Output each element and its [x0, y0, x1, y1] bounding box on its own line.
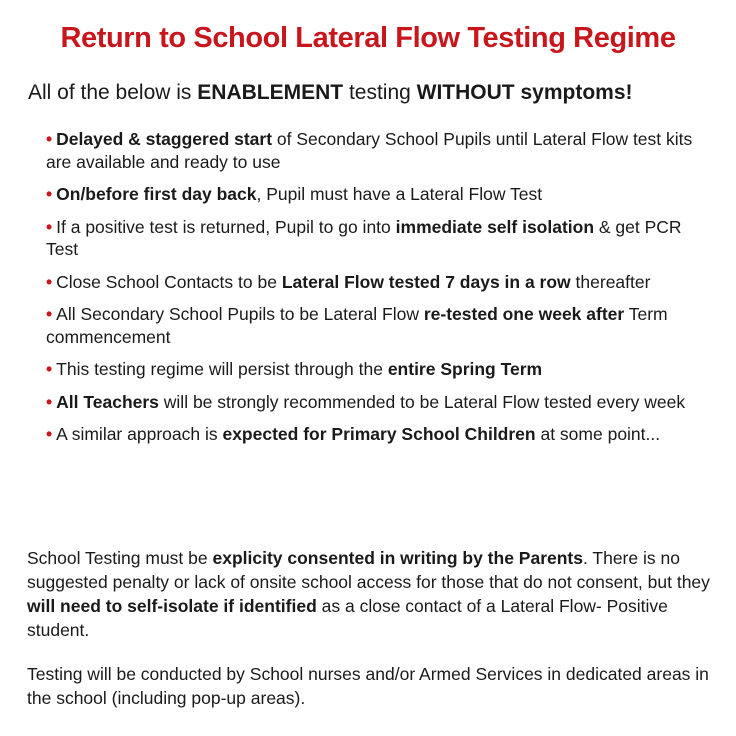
bullet-dot-icon: • [46, 304, 53, 324]
bullet-text: Close School Contacts to be [56, 271, 282, 292]
bullet-text: , Pupil must have a Lateral Flow Test [256, 184, 543, 204]
bullet-item [46, 128, 716, 173]
bullet-emphasis: All Teachers [56, 391, 159, 412]
bullet-emphasis: entire Spring Term [387, 359, 543, 379]
bullet-text: If a positive test is returned, Pupil to go into [56, 216, 396, 237]
bullet-text: of Secondary School Pupils until Lateral Flow test kits are available and ready to use [46, 129, 693, 172]
bullet-text: A similar approach is [56, 424, 223, 444]
bullet-text: All Secondary School Pupils to be Lateral Flow [56, 304, 424, 324]
paragraph-text: School Testing must be [27, 548, 213, 568]
bullet-dot-icon: • [46, 391, 53, 412]
bullet-item [46, 216, 716, 261]
subtitle-emphasis-without-symptoms: WITHOUT symptoms! [416, 81, 633, 104]
bullet-item [46, 358, 716, 381]
subtitle-text: All of the below is [28, 81, 198, 104]
bullet-text: This testing regime will persist through the [56, 359, 388, 379]
bullet-emphasis: Delayed & staggered start [56, 129, 273, 149]
bullet-text: at some point... [535, 424, 661, 444]
bullet-item [46, 271, 716, 294]
page-title: Return to School Lateral Flow Testing Regime [60, 22, 676, 54]
paragraph-emphasis: explicity consented in writing by the Parents [212, 548, 583, 568]
bullet-item [46, 423, 716, 446]
bullet-dot-icon: • [46, 359, 53, 379]
consent-paragraph [27, 546, 717, 642]
bullet-dot-icon: • [46, 129, 53, 149]
bullet-emphasis: immediate self isolation [395, 216, 595, 237]
bullet-dot-icon: • [46, 216, 53, 237]
bullet-item [46, 303, 716, 348]
subtitle-emphasis-enablement: ENABLEMENT [197, 81, 344, 104]
conduct-paragraph: Testing will be conducted by School nurses and/or Armed Services in dedicated areas in the school (including pop-up areas). [27, 664, 709, 708]
paragraph-text: . There is no suggested penalty or lack of onsite school access for those that do not consent, but they [27, 548, 710, 592]
subtitle-text: testing [343, 81, 417, 104]
bullet-text: thereafter [570, 271, 651, 292]
bullet-dot-icon: • [46, 184, 53, 204]
bullet-emphasis: expected for Primary School Children [222, 424, 536, 444]
bullet-emphasis: re-tested one week after [423, 304, 625, 324]
paragraph-emphasis: will need to self-isolate if identified [27, 596, 317, 616]
bullet-item [46, 183, 716, 206]
bullet-text: & get PCR Test [46, 216, 682, 259]
bullet-emphasis: On/before first day back [56, 184, 257, 204]
bullet-text: Term commencement [46, 304, 668, 347]
bullet-emphasis: Lateral Flow tested 7 days in a row [281, 271, 571, 292]
bullet-text: will be strongly recommended to be Lateral Flow tested every week [158, 391, 686, 412]
bullet-item [46, 391, 716, 414]
bullet-dot-icon: • [46, 271, 53, 292]
subtitle [28, 79, 718, 107]
bullet-list [46, 128, 716, 456]
bullet-dot-icon: • [46, 424, 53, 444]
paragraph-text: as a close contact of a Lateral Flow- Positive student. [27, 596, 668, 640]
